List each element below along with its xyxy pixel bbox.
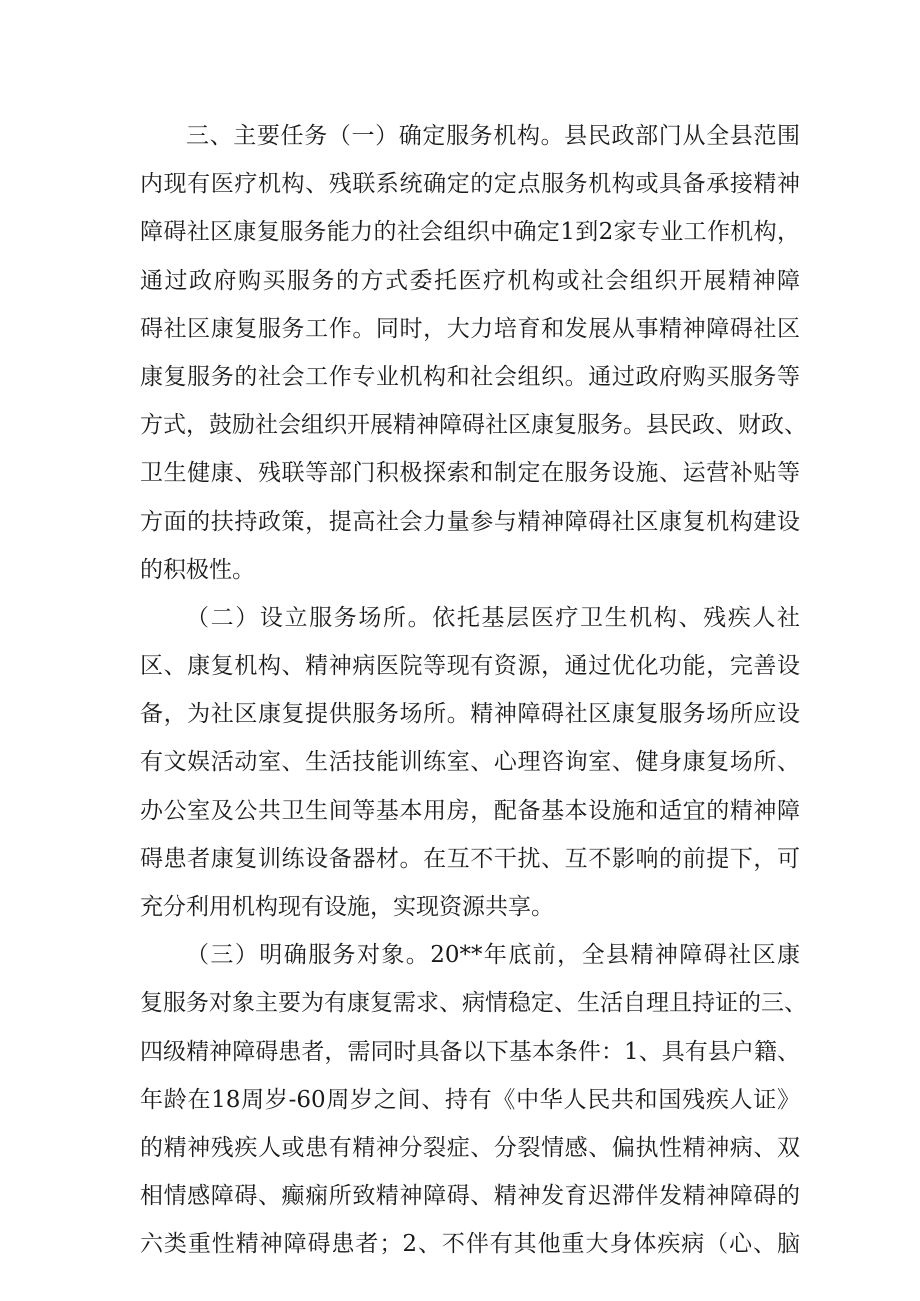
text-line: 相情感障碍、癫痫所致精神障碍、精神发育迟滞伴发精神障碍的: [140, 1183, 800, 1210]
text-line: 碍社区康复服务工作。同时，大力培育和发展从事精神障碍社区: [140, 315, 800, 342]
text-line: （二）设立服务场所。依托基层医疗卫生机构、残疾人社: [186, 604, 800, 631]
text-line: 复服务对象主要为有康复需求、病情稳定、生活自理且持证的三、: [140, 990, 807, 1017]
text-line: 区、康复机构、精神病医院等现有资源，通过优化功能，完善设: [140, 653, 800, 680]
text-line: 四级精神障碍患者，需同时具备以下基本条件：1、具有县户籍、: [140, 1038, 800, 1065]
text-line: 三、主要任务（一）确定服务机构。县民政部门从全县范围: [186, 123, 800, 149]
text-line: 通过政府购买服务的方式委托医疗机构或社会组织开展精神障: [140, 267, 800, 294]
text-line: 年龄在18周岁-60周岁之间、持有《中华人民共和国残疾人证》: [140, 1086, 800, 1113]
text-line: 障碍社区康复服务能力的社会组织中确定1到2家专业工作机构，: [140, 219, 800, 246]
text-line: 充分利用机构现有设施，实现资源共享。: [140, 894, 554, 920]
text-line: 办公室及公共卫生间等基本用房，配备基本设施和适宜的精神障: [140, 797, 800, 824]
text-line: 方式，鼓励社会组织开展精神障碍社区康复服务。县民政、财政、: [140, 412, 807, 439]
text-line: 内现有医疗机构、残联系统确定的定点服务机构或具备承接精神: [140, 171, 800, 198]
text-line: 卫生健康、残联等部门积极探索和制定在服务设施、运营补贴等: [140, 460, 800, 487]
text-line: 的精神残疾人或患有精神分裂症、分裂情感、偏执性精神病、双: [140, 1134, 800, 1161]
text-line: 有文娱活动室、生活技能训练室、心理咨询室、健身康复场所、: [140, 749, 800, 776]
text-line: 碍患者康复训练设备器材。在互不干扰、互不影响的前提下，可: [140, 845, 800, 872]
text-line: 的积极性。: [140, 556, 255, 583]
text-line: 六类重性精神障碍患者；2、不伴有其他重大身体疾病（心、脑: [140, 1231, 800, 1258]
text-line: 方面的扶持政策，提高社会力量参与精神障碍社区康复机构建设: [140, 508, 800, 535]
text-line: 备，为社区康复提供服务场所。精神障碍社区康复服务场所应设: [140, 701, 800, 728]
text-line: 康复服务的社会工作专业机构和社会组织。通过政府购买服务等: [140, 363, 800, 390]
text-line: （三）明确服务对象。20**年底前，全县精神障碍社区康: [186, 942, 800, 969]
body-text: [140, 112, 807, 1269]
